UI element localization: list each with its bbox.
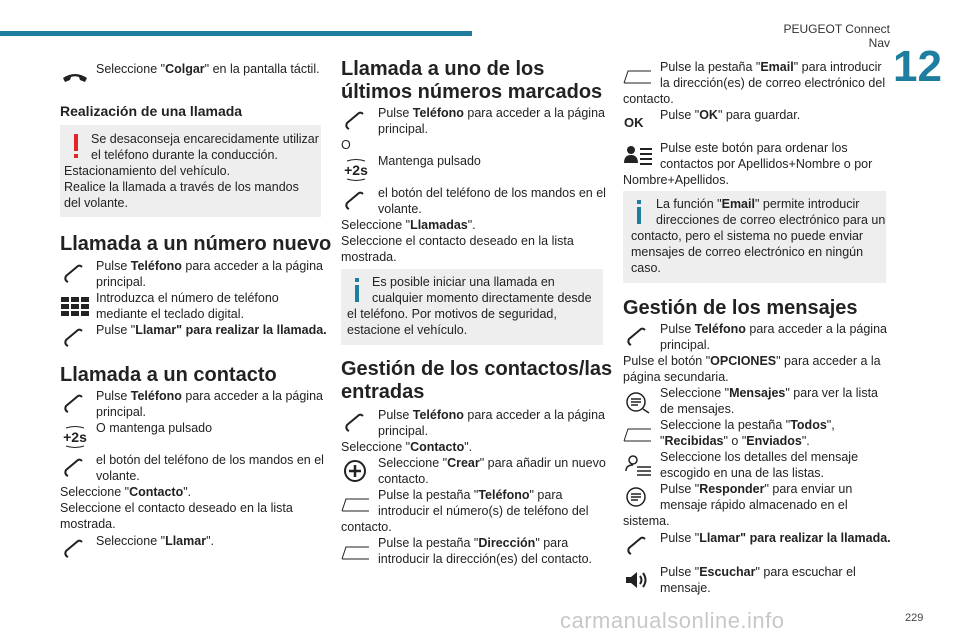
last-step-5b: mostrada.: [341, 250, 397, 264]
phone-icon: [60, 262, 90, 286]
last-step-5: Seleccione el contacto deseado en la lista: [341, 234, 574, 248]
info-icon: [634, 200, 644, 224]
keypad-icon: [60, 294, 90, 318]
msg-step-7: Pulse "Llamar" para realizar la llamada.: [660, 531, 891, 545]
msg-step-2: Pulse el botón "OPCIONES" para acceder a la: [623, 354, 881, 368]
msg-step-4: Seleccione la pestaña "Todos",: [660, 418, 835, 432]
info-line: direcciones de correo electrónico para un: [656, 213, 886, 227]
manage-step-4c: contacto.: [341, 520, 392, 534]
manage-step-4: Pulse la pestaña "Teléfono" para: [378, 488, 563, 502]
plus-circle-icon: [341, 459, 371, 483]
email-step-2: Pulse "OK" para guardar.: [660, 108, 801, 122]
msg-step-1: Pulse Teléfono para acceder a la página: [660, 322, 887, 336]
new-step-3: Pulse "Llamar" para realizar la llamada.: [96, 323, 327, 337]
contact-step-3: el botón del teléfono de los mandos en el: [96, 453, 324, 467]
info-line: contacto, pero el sistema no puede enviar: [631, 229, 864, 243]
section-heading-last-numbers: Llamada a uno de los: [341, 58, 545, 80]
manage-step-3b: contacto.: [378, 472, 429, 486]
info-line: el teléfono. Por motivos de seguridad,: [347, 307, 557, 321]
last-step-2: Mantenga pulsado: [378, 154, 481, 168]
msg-step-6c: sistema.: [623, 514, 670, 528]
contact-step-5: Seleccione el contacto deseado en la lista: [60, 501, 293, 515]
section-heading-manage-contacts: Gestión de los contactos/las: [341, 358, 613, 380]
reply-icon: [623, 485, 653, 509]
msg-step-4b: "Recibidas" o "Enviados".: [660, 434, 810, 448]
svg-text:+2s: +2s: [344, 162, 368, 178]
contact-step-3b: volante.: [96, 469, 140, 483]
phone-icon: [341, 411, 371, 435]
manage-step-5: Pulse la pestaña "Dirección" para: [378, 536, 569, 550]
email-step-3b: contactos por Apellidos+Nombre o por: [660, 157, 873, 171]
phone-icon: [623, 325, 653, 349]
svg-text:+2s: +2s: [63, 429, 87, 445]
info-line: mensajes de correo electrónico en ningún: [631, 245, 864, 259]
new-step-1b: principal.: [96, 275, 147, 289]
manage-step-5b: introducir la dirección(es) del contacto.: [378, 552, 592, 566]
info-box: [623, 191, 886, 283]
new-step-2b: mediante el teclado digital.: [96, 307, 245, 321]
phone-icon: [60, 537, 90, 561]
last-or: O: [341, 138, 351, 152]
manage-step-4b: introducir el número(s) de teléfono del: [378, 504, 589, 518]
msg-step-3: Seleccione "Mensajes" para ver la lista: [660, 386, 879, 400]
message-detail-icon: [623, 453, 653, 477]
last-step-1b: principal.: [378, 122, 429, 136]
contact-step-5b: mostrada.: [60, 517, 116, 531]
contact-step-1b: principal.: [96, 405, 147, 419]
contact-step-6: Seleccione "Llamar".: [96, 534, 214, 548]
msg-step-8b: mensaje.: [660, 581, 711, 595]
last-step-3b: volante.: [378, 202, 422, 216]
msg-step-3b: de mensajes.: [660, 402, 735, 416]
header-accent-bar: [0, 31, 472, 36]
info-line: caso.: [631, 261, 661, 275]
warning-icon: [71, 134, 81, 160]
hangup-icon: [60, 64, 90, 88]
last-step-4: Seleccione "Llamadas".: [341, 218, 476, 232]
tab-icon: [623, 421, 653, 445]
manage-step-3: Seleccione "Crear" para añadir un nuevo: [378, 456, 606, 470]
email-step-1c: contacto.: [623, 92, 674, 106]
email-step-3: Pulse este botón para ordenar los: [660, 141, 848, 155]
last-step-1: Pulse Teléfono para acceder a la página: [378, 106, 605, 120]
email-step-1: Pulse la pestaña "Email" para introducir: [660, 60, 882, 74]
manage-step-1b: principal.: [378, 424, 429, 438]
info-line: estacione el vehículo.: [347, 323, 468, 337]
contact-step-1: Pulse Teléfono para acceder a la página: [96, 389, 323, 403]
info-icon: [352, 278, 362, 302]
voice-2s-icon: [60, 425, 90, 449]
contact-step-4: Seleccione "Contacto".: [60, 485, 192, 499]
tab-icon: [341, 539, 371, 563]
new-step-1: Pulse Teléfono para acceder a la página: [96, 259, 323, 273]
email-step-1b: la dirección(es) de correo electrónico del: [660, 76, 886, 90]
email-step-3c: Nombre+Apellidos.: [623, 173, 729, 187]
msg-step-5: Seleccione los detalles del mensaje: [660, 450, 859, 464]
msg-step-2b: página secundaria.: [623, 370, 729, 384]
section-heading-new-number: Llamada a un número nuevo: [60, 233, 332, 255]
speaker-icon: [623, 568, 653, 592]
msg-step-1b: principal.: [660, 338, 711, 352]
page-number: 229: [905, 612, 924, 624]
contact-step-2: O mantenga pulsado: [96, 421, 213, 435]
new-step-2: Introduzca el número de teléfono: [96, 291, 279, 305]
warning-line: del volante.: [64, 196, 128, 210]
warning-line: Estacionamiento del vehículo.: [64, 164, 231, 178]
section-heading-call: Realización de una llamada: [60, 103, 243, 119]
tab-icon: [623, 63, 653, 87]
warning-line: Se desaconseja encarecidamente utilizar: [91, 132, 319, 146]
tab-icon: [341, 491, 371, 515]
section-heading-manage-contacts-2: entradas: [341, 381, 425, 403]
hangup-text: Seleccione "Colgar" en la pantalla táctil.: [96, 62, 320, 76]
phone-icon: [60, 326, 90, 350]
section-heading-last-numbers-2: últimos números marcados: [341, 81, 603, 103]
msg-step-6b: mensaje rápido almacenado en el: [660, 498, 848, 512]
manage-step-1: Pulse Teléfono para acceder a la página: [378, 408, 605, 422]
watermark: carmanualsonline.info: [560, 608, 785, 633]
header-title: PEUGEOT Connect Nav: [783, 22, 890, 50]
chapter-number: 12: [893, 42, 942, 91]
warning-line: Realice la llamada a través de los mandos: [64, 180, 299, 194]
phone-icon: [341, 189, 371, 213]
phone-icon: [60, 456, 90, 480]
last-step-3: el botón del teléfono de los mandos en el: [378, 186, 606, 200]
phone-icon: [341, 109, 371, 133]
voice-2s-icon: [341, 158, 371, 182]
info-line: Es posible iniciar una llamada en: [372, 275, 555, 289]
phone-icon: [623, 534, 653, 558]
manage-step-2: Seleccione "Contacto".: [341, 440, 473, 454]
msg-step-5b: escogido en una de las listas.: [660, 466, 824, 480]
warning-line: el teléfono durante la conducción.: [91, 148, 278, 162]
section-heading-contact: Llamada a un contacto: [60, 364, 277, 386]
sort-contacts-icon: [623, 143, 653, 167]
messages-icon: [623, 390, 653, 414]
msg-step-8: Pulse "Escuchar" para escuchar el: [660, 565, 856, 579]
section-heading-messages: Gestión de los mensajes: [623, 297, 858, 319]
ok-icon: OK: [624, 115, 644, 130]
warning-box: [60, 125, 321, 217]
phone-icon: [60, 392, 90, 416]
info-line: La función "Email" permite introducir: [656, 197, 860, 211]
info-box: [341, 269, 603, 345]
info-line: cualquier momento directamente desde: [372, 291, 592, 305]
msg-step-6: Pulse "Responder" para enviar un: [660, 482, 853, 496]
